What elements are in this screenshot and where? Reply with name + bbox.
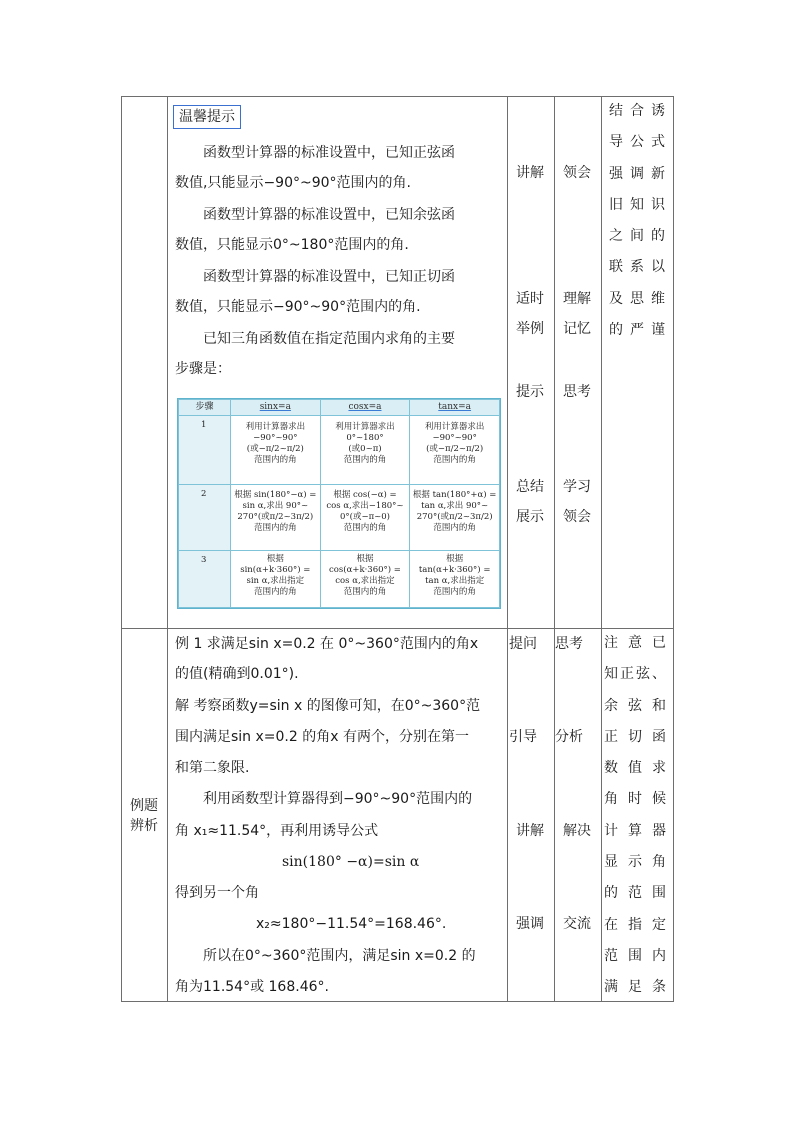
col-border-6 <box>673 96 674 1002</box>
steps-header-step: 步骤 <box>179 400 231 416</box>
step-cell: 根据 tan(180°+α) = tan α,求出 90°~ 270°(或π/2~3π/2) 范围内的角 <box>410 485 500 551</box>
example-line: 角为11.54°或 168.46°. <box>175 979 329 995</box>
teacher-activity: 提问 <box>509 636 537 652</box>
student-activity: 解决 <box>563 823 591 839</box>
section-label: 例题 辨析 <box>130 798 158 834</box>
col-border-5 <box>601 96 602 1002</box>
teacher-activity: 引导 <box>509 729 537 745</box>
teacher-activity: 展示 <box>516 509 544 525</box>
example-line: 例 1 求满足sin x=0.2 在 0°~360°范围内的角x <box>175 636 479 652</box>
steps-header-cos: cosx=a <box>320 400 410 416</box>
table-top-border <box>121 96 674 97</box>
teacher-activity: 提示 <box>516 384 544 400</box>
row-divider <box>121 628 674 629</box>
formula-line: sin(180° −α)=sin α <box>282 854 420 870</box>
step-number: 1 <box>179 416 231 485</box>
steps-header-sin: sinx=a <box>231 400 321 416</box>
step-number: 2 <box>179 485 231 551</box>
design-intent-1: 结合诱 导公式 强调新 旧知识 之间的 联系以 及思维 的严谨 <box>609 103 665 339</box>
col-border-1 <box>121 96 122 1002</box>
step-cell: 根据 sin(180°−α) = sin α,求出 90°~ 270°(或π/2~3π/2) 范围内的角 <box>231 485 321 551</box>
example-line: 围内满足sin x=0.2 的角x 有两个，分别在第一 <box>175 729 469 745</box>
step-cell: 根据 sin(α+k·360°) = sin α,求出指定 范围内的角 <box>231 551 321 608</box>
tip-paragraph-1: 函数型计算器的标准设置中，已知正弦函 数值,只能显示−90°~90°范围内的角. <box>175 145 455 191</box>
tip-paragraph-2: 函数型计算器的标准设置中，已知余弦函 数值，只能显示0°~180°范围内的角. <box>175 207 455 253</box>
col-border-3 <box>507 96 508 1002</box>
step-cell: 利用计算器求出 −90°~90° (或−π/2~π/2) 范围内的角 <box>231 416 321 485</box>
step-cell: 根据 cos(α+k·360°) = cos α,求出指定 范围内的角 <box>320 551 410 608</box>
teacher-activity: 总结 <box>516 479 544 495</box>
table-bottom-border <box>121 1001 674 1002</box>
teacher-activity: 讲解 <box>516 165 544 181</box>
student-activity: 交流 <box>563 916 591 932</box>
example-line: 所以在0°~360°范围内，满足sin x=0.2 的 <box>203 948 476 964</box>
student-activity: 理解 <box>563 291 591 307</box>
teacher-activity: 适时 <box>516 291 544 307</box>
example-line: 的值(精确到0.01°). <box>175 666 299 682</box>
student-activity: 思考 <box>563 384 591 400</box>
step-cell: 利用计算器求出 −90°~90° (或−π/2~π/2) 范围内的角 <box>410 416 500 485</box>
example-line: 得到另一个角 <box>175 885 259 901</box>
student-activity: 领会 <box>563 165 591 181</box>
design-intent-2: 注意已 知正弦、 余弦和 正切函 数值求 角时候 计算器 显示角 的范围 在指定 范围内 满足条 <box>604 635 666 996</box>
col-border-2 <box>167 96 168 1002</box>
student-activity: 记忆 <box>563 321 591 337</box>
example-line: 解 考察函数y=sin x 的图像可知，在0°~360°范 <box>175 698 481 714</box>
teacher-activity: 举例 <box>516 321 544 337</box>
formula-line: x₂≈180°−11.54°=168.46°. <box>256 916 447 932</box>
student-activity: 思考 <box>555 636 583 652</box>
steps-table <box>177 398 501 609</box>
steps-header-tan: tanx=a <box>410 400 500 416</box>
tip-title: 温馨提示 <box>173 105 241 129</box>
student-activity: 领会 <box>563 509 591 525</box>
teacher-activity: 强调 <box>516 916 544 932</box>
step-cell: 利用计算器求出 0°~180° (或0~π) 范围内的角 <box>320 416 410 485</box>
teacher-activity: 讲解 <box>516 823 544 839</box>
step-number: 3 <box>179 551 231 608</box>
step-cell: 根据 cos(−α) = cos α,求出−180°~ 0°(或−π~0) 范围内的角 <box>320 485 410 551</box>
tip-paragraph-3: 函数型计算器的标准设置中，已知正切函 数值，只能显示−90°~90°范围内的角. <box>175 269 455 315</box>
step-cell: 根据 tan(α+k·360°) = tan α,求出指定 范围内的角 <box>410 551 500 608</box>
student-activity: 分析 <box>555 729 583 745</box>
example-line: 利用函数型计算器得到−90°~90°范围内的 <box>203 791 473 807</box>
student-activity: 学习 <box>563 479 591 495</box>
col-border-4 <box>554 96 555 1002</box>
tip-paragraph-4: 已知三角函数值在指定范围内求角的主要 步骤是： <box>175 331 455 377</box>
example-line: 角 x₁≈11.54°，再利用诱导公式 <box>175 823 379 839</box>
example-line: 和第二象限. <box>175 760 250 776</box>
